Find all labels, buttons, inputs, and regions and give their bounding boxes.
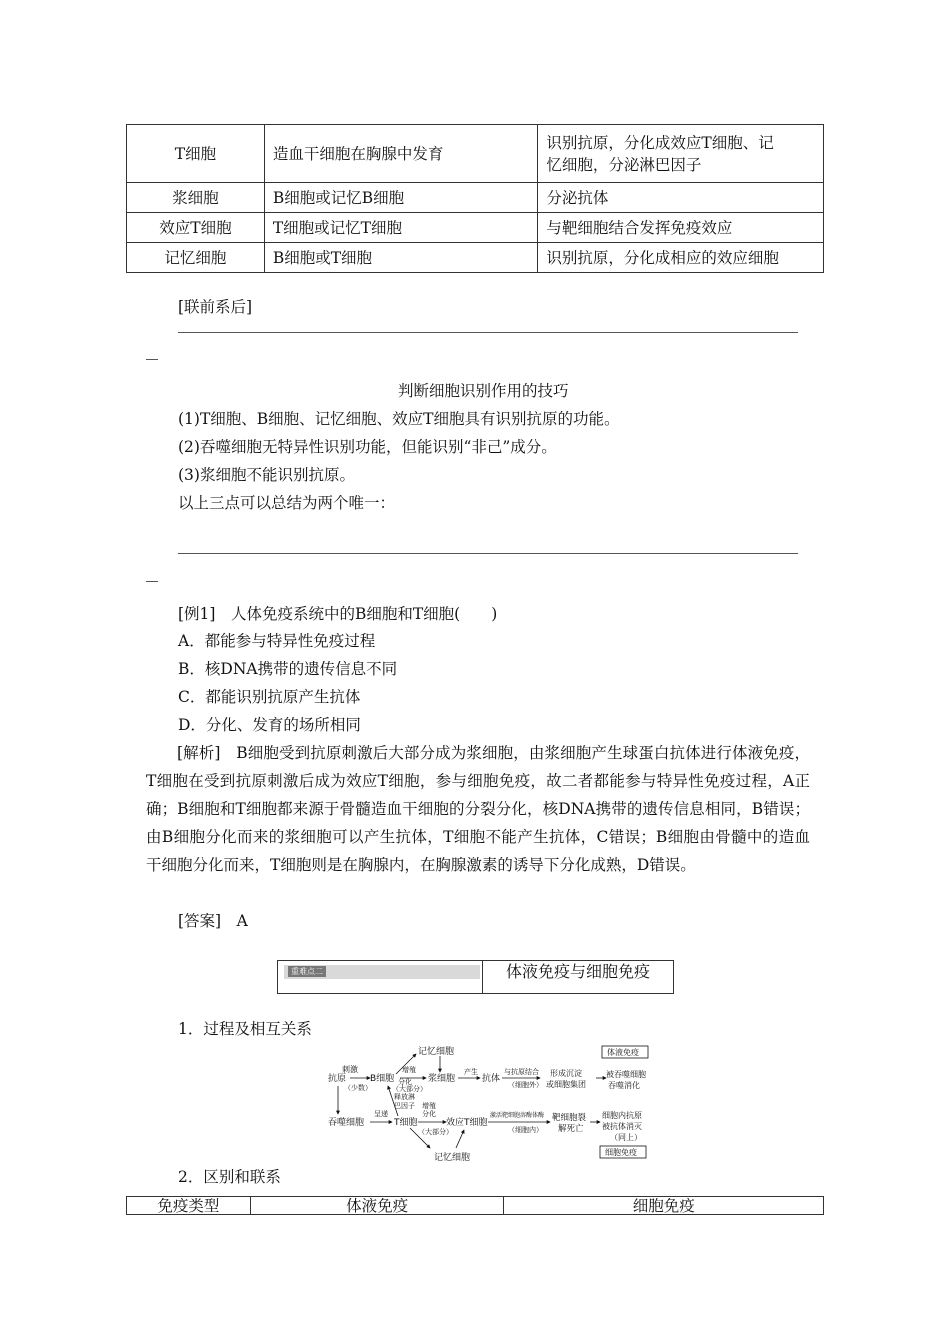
diagram-label: 与抗原结合 <box>504 1068 539 1076</box>
immune-process-diagram <box>328 1044 658 1162</box>
cell-function: 分泌抗体 <box>538 183 824 213</box>
comparison-table <box>126 1196 824 1215</box>
tip-item: (3)浆细胞不能识别抗原。 <box>178 466 355 484</box>
cell-origin: T细胞或记忆T细胞 <box>264 213 538 243</box>
table-row <box>127 243 824 273</box>
cell-origin: B细胞或记忆B细胞 <box>264 183 538 213</box>
diagram-label: 分化 <box>422 1110 436 1118</box>
diagram-label: 释放淋 <box>394 1093 415 1101</box>
diagram-node-phagocytosis: 被吞噬细胞 <box>606 1070 646 1079</box>
column-header: 免疫类型 <box>127 1197 251 1215</box>
banner-tag: 重难点二 <box>288 966 326 977</box>
option-b: B．核DNA携带的遗传信息不同 <box>178 660 398 678</box>
table-header-row <box>127 1197 824 1215</box>
cell-origin: 造血干细胞在胸腺中发育 <box>264 125 538 183</box>
example-question: [例1] 人体免疫系统中的B细胞和T细胞( ) <box>178 605 498 623</box>
humoral-immunity-label: 体液免疫 <box>607 1048 639 1057</box>
section-banner <box>277 960 674 994</box>
arrow <box>456 1130 464 1148</box>
section-heading-1: 1．过程及相互关系 <box>178 1020 312 1038</box>
tips-summary: 以上三点可以总结为两个唯一： <box>178 494 396 512</box>
cell-function: 与靶细胞结合发挥免疫效应 <box>538 213 824 243</box>
cell-function: 识别抗原，分化成效应T细胞、记 忆细胞，分泌淋巴因子 <box>538 125 824 183</box>
table-row <box>127 183 824 213</box>
diagram-label: 增殖 <box>402 1066 416 1074</box>
diagram-node-target: 解死亡 <box>558 1124 584 1134</box>
diagram-node-antigen: 抗原 <box>328 1074 347 1084</box>
cellular-immunity-label: 细胞免疫 <box>605 1148 637 1157</box>
diagram-node-antibody: 抗体 <box>482 1074 501 1084</box>
diagram-label: 巴因子 <box>394 1102 415 1110</box>
column-header: 体液免疫 <box>250 1197 504 1215</box>
diagram-node-target: 靶细胞裂 <box>552 1113 587 1123</box>
diagram-node-cellular-result: （同上） <box>610 1133 642 1142</box>
diagram-node-cellular-result: 细胞内抗原 <box>602 1111 642 1120</box>
immune-cell-table <box>126 124 824 273</box>
analysis-paragraph: [解析] B细胞受到抗原刺激后大部分成为浆细胞，由浆细胞产生球蛋白抗体进行体液免疫，T细胞在受到抗原刺激后成为效应T细胞，参与细胞免疫，故二者都能参与特异性免疫过程，A正确；B细胞和T细胞都来源于骨髓造血干细胞的分裂分化，核DNA携带的遗传信息相同，B错误；由B细胞分化而来的浆细胞可以产生抗体，T细胞不能产生抗体，C错误；B细胞由骨髓中的造血干细胞分化而来，T细胞则是在胸腺内，在胸腺激素的诱导下分化成熟，D错误。 <box>146 744 810 874</box>
cell-origin: B细胞或T细胞 <box>264 243 538 273</box>
diagram-node-phagocytosis: 吞噬消化 <box>608 1081 640 1090</box>
answer-blank-line <box>178 553 798 554</box>
tip-item: (1)T细胞、B细胞、记忆细胞、效应T细胞具有识别抗原的功能。 <box>178 410 620 428</box>
table-row <box>127 125 824 183</box>
diagram-label: 分化 <box>398 1078 412 1086</box>
diagram-label: （少数） <box>344 1084 372 1092</box>
diagram-node-cellular-result: 被抗体消灭 <box>602 1122 642 1131</box>
cell-name: T细胞 <box>127 125 265 183</box>
table-row <box>127 213 824 243</box>
diagram-node-effector-t: 效应T细胞 <box>446 1118 488 1128</box>
answer-blank-line-end <box>146 581 158 582</box>
diagram-node-plasma: 浆细胞 <box>428 1074 456 1084</box>
banner-title: 体液免疫与细胞免疫 <box>505 962 650 981</box>
answer-blank-line-end <box>146 359 158 360</box>
diagram-node-precipitate: 或细胞集团 <box>546 1080 586 1089</box>
link-label: [联前系后] <box>178 298 253 316</box>
diagram-label: （细胞内） <box>508 1126 543 1134</box>
cell-function: 识别抗原，分化成相应的效应细胞 <box>538 243 824 273</box>
diagram-label: （细胞外） <box>508 1081 543 1089</box>
diagram-node-phagocyte: 吞噬细胞 <box>328 1118 365 1128</box>
column-header: 细胞免疫 <box>504 1197 824 1215</box>
diagram-label: 呈递 <box>374 1110 388 1118</box>
diagram-label: 产生 <box>464 1068 478 1076</box>
tips-title: 判断细胞识别作用的技巧 <box>398 382 569 400</box>
diagram-label: 增殖 <box>422 1102 436 1110</box>
answer: [答案] A <box>178 912 248 930</box>
answer-blank-line <box>178 332 798 333</box>
diagram-node-b-cell: B细胞 <box>370 1074 395 1084</box>
diagram-label: （大部分） <box>392 1085 427 1093</box>
diagram-label: 激活靶细胞溶酶体酶 <box>490 1112 545 1119</box>
cell-name: 记忆细胞 <box>127 243 265 273</box>
diagram-node-precipitate: 形成沉淀 <box>550 1069 582 1078</box>
cell-name: 浆细胞 <box>127 183 265 213</box>
diagram-label: 刺激 <box>342 1065 358 1074</box>
cell-name: 效应T细胞 <box>127 213 265 243</box>
diagram-node-t-cell: T细胞 <box>394 1118 418 1128</box>
diagram-label: （大部分） <box>418 1128 453 1136</box>
diagram-node-memory: 记忆细胞 <box>418 1047 455 1057</box>
option-d: D．分化、发育的场所相同 <box>178 716 361 734</box>
option-a: A．都能参与特异性免疫过程 <box>178 632 376 650</box>
diagram-node-memory: 记忆细胞 <box>434 1153 471 1162</box>
option-c: C．都能识别抗原产生抗体 <box>178 688 361 706</box>
section-heading-2: 2．区别和联系 <box>178 1168 281 1186</box>
tip-item: (2)吞噬细胞无特异性识别功能，但能识别“非己”成分。 <box>178 438 557 456</box>
